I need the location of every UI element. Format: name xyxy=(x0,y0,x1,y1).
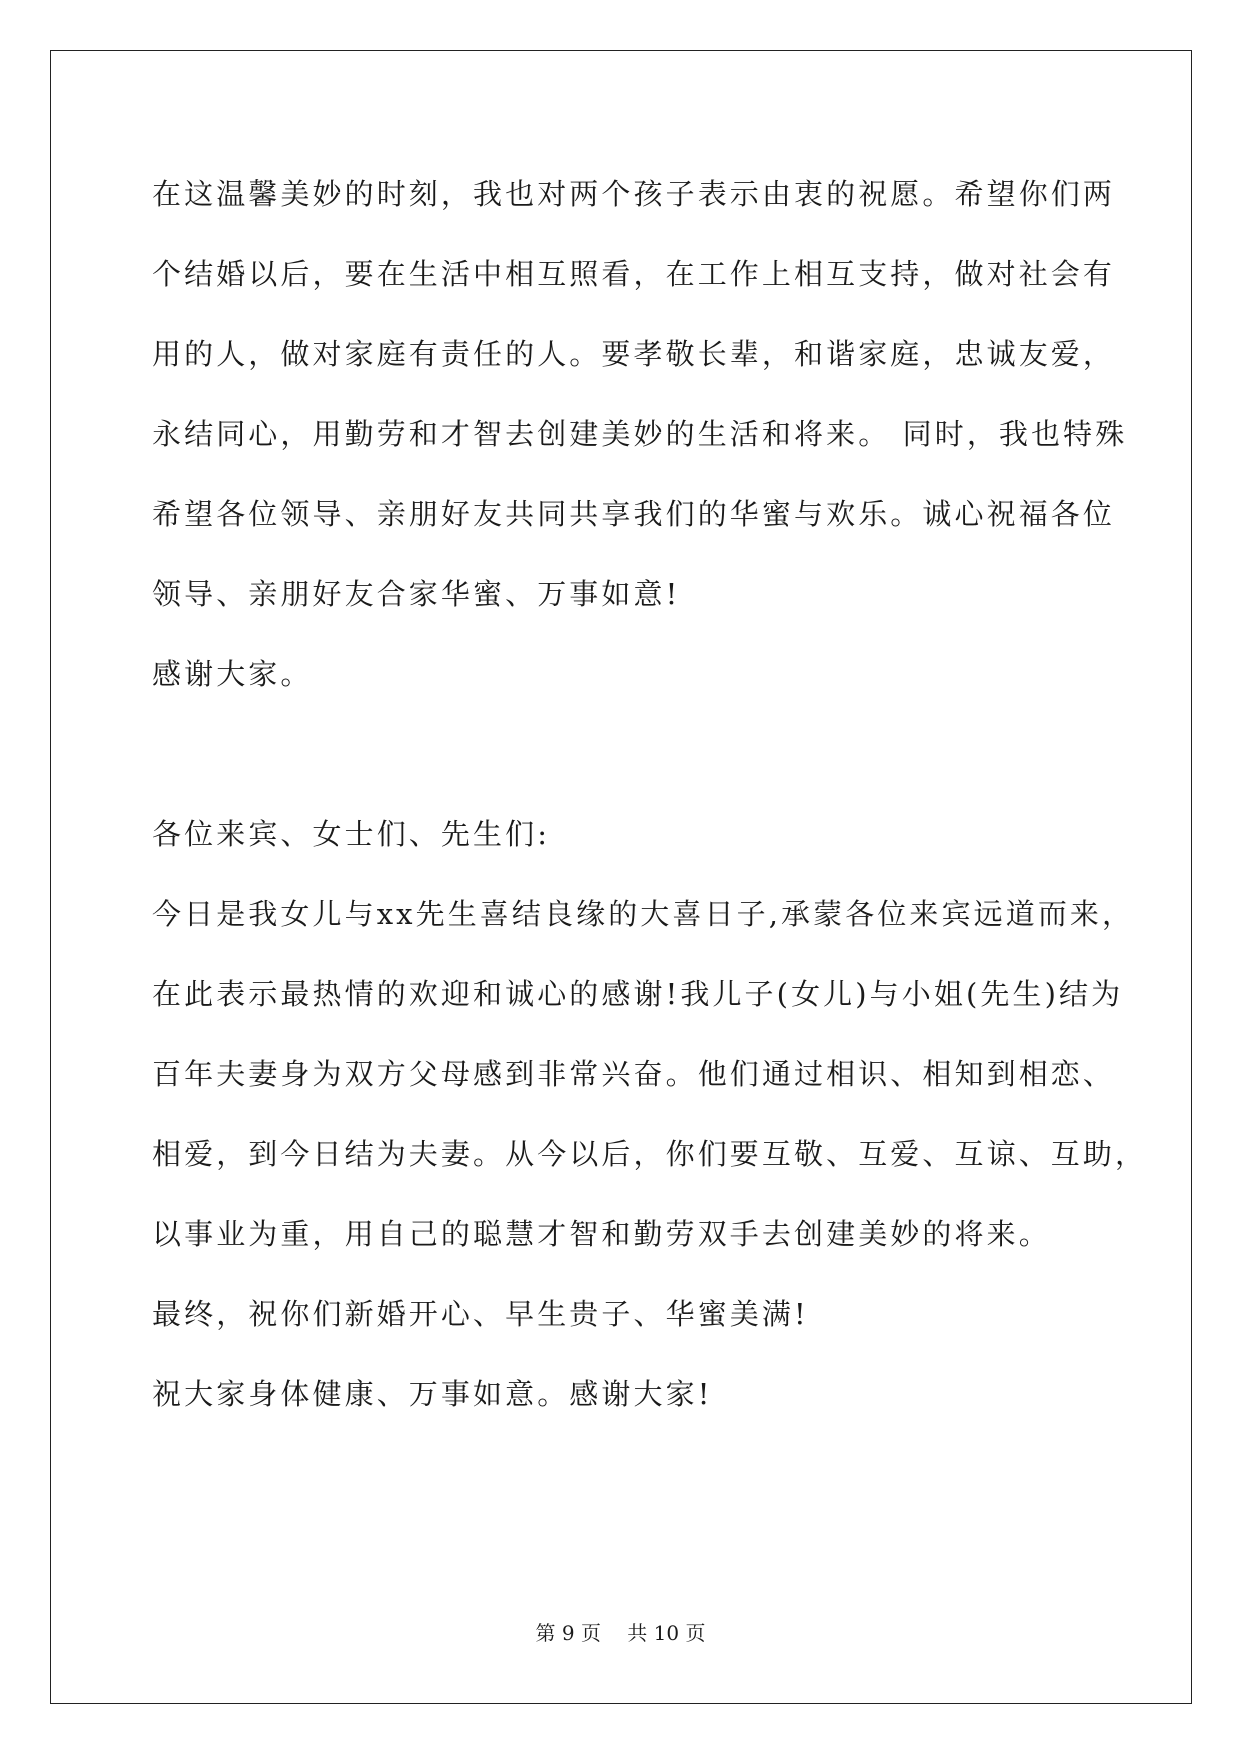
closing-line: 最终，祝你们新婚开心、早生贵子、华蜜美满! xyxy=(152,1297,809,1331)
text-line: 个结婚以后，要在生活中相互照看，在工作上相互支持，做对社会有 xyxy=(152,257,1116,291)
text-line: 相爱，到今日结为夫妻。从今以后，你们要互敬、互爱、互谅、互助， xyxy=(152,1137,1148,1171)
text-line: 在这温馨美妙的时刻，我也对两个孩子表示由衷的祝愿。希望你们两 xyxy=(152,177,1116,211)
text-line: 百年夫妻身为双方父母感到非常兴奋。他们通过相识、相知到相恋、 xyxy=(152,1057,1116,1091)
document-body xyxy=(152,154,1148,1434)
thanks-line: 感谢大家。 xyxy=(152,657,313,691)
page-number: 第 9 页 共 10 页 xyxy=(535,1621,706,1645)
text-line: 领导、亲朋好友合家华蜜、万事如意! xyxy=(152,577,681,611)
text-line: 用的人，做对家庭有责任的人。要孝敬长辈，和谐家庭，忠诚友爱， xyxy=(152,337,1116,371)
closing-line: 祝大家身体健康、万事如意。感谢大家! xyxy=(152,1377,713,1411)
text-line: 今日是我女儿与xx先生喜结良缘的大喜日子,承蒙各位来宾远道而来， xyxy=(152,897,1135,931)
text-line: 希望各位领导、亲朋好友共同共享我们的华蜜与欢乐。诚心祝福各位 xyxy=(152,497,1116,531)
text-line: 永结同心，用勤劳和才智去创建美妙的生活和将来。 同时，我也特殊 xyxy=(152,417,1128,451)
salutation: 各位来宾、女士们、先生们: xyxy=(152,817,551,851)
text-line: 在此表示最热情的欢迎和诚心的感谢!我儿子(女儿)与小姐(先生)结为 xyxy=(152,977,1124,1011)
paragraph-gap xyxy=(152,714,1112,794)
text-line: 以事业为重，用自己的聪慧才智和勤劳双手去创建美妙的将来。 xyxy=(152,1217,1051,1251)
